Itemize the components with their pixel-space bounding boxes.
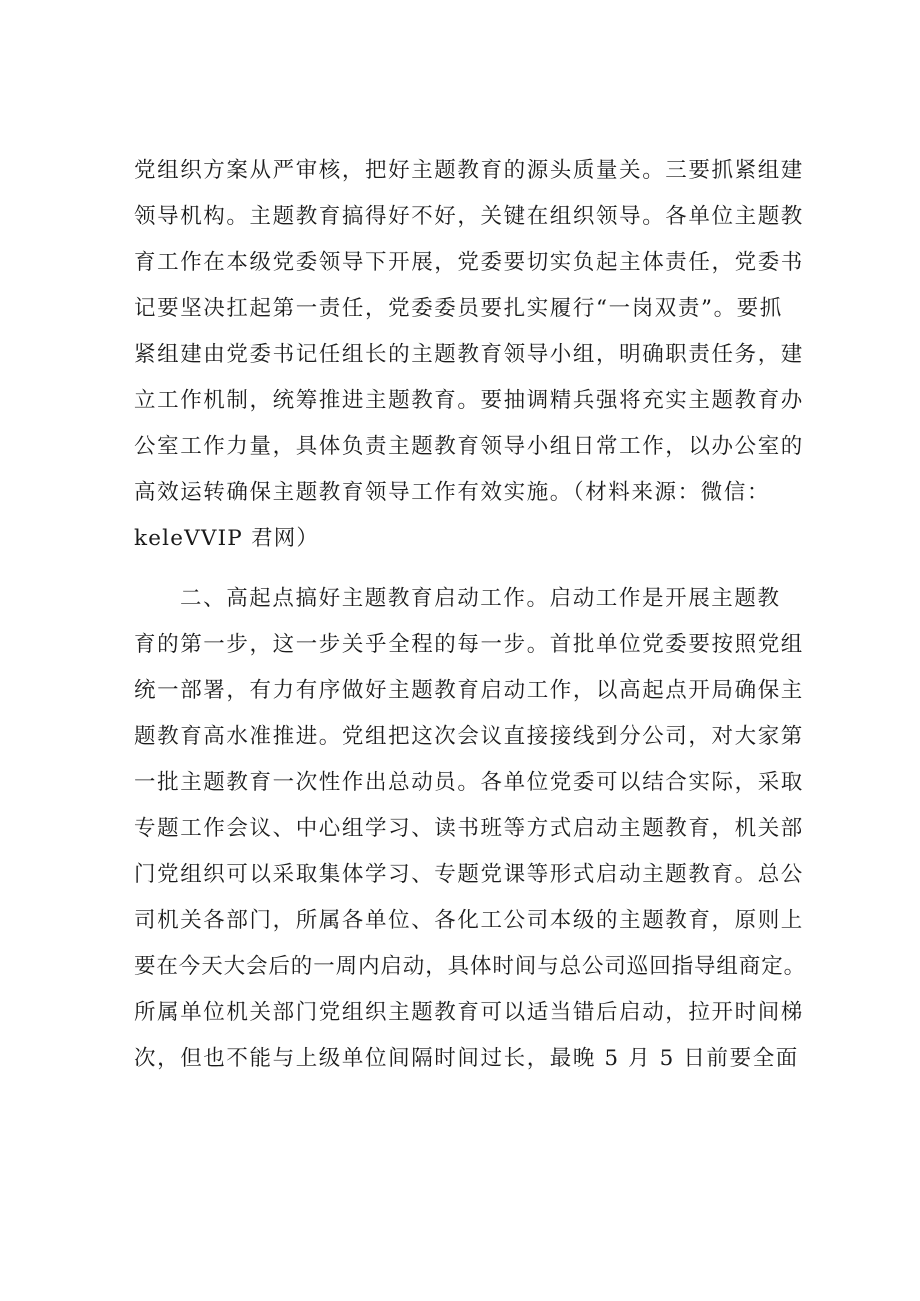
- paragraph-2-line-6: 专题工作会议、中心组学习、读书班等方式启动主题教育，机关部: [134, 816, 804, 841]
- paragraph-1-line-1: 党组织方案从严审核，把好主题教育的源头质量关。三要抓紧组建: [134, 158, 804, 183]
- paragraph-2-line-11: 次，但也不能与上级单位间隔时间过长，最晚 5 月 5 日前要全面: [134, 1046, 799, 1071]
- paragraph-1-line-6: 立工作机制，统筹推进主题教育。要抽调精兵强将充实主题教育办: [134, 388, 804, 413]
- paragraph-2-line-3: 统一部署，有力有序做好主题教育启动工作，以高起点开局确保主: [134, 678, 804, 703]
- paragraph-2-line-1: 二、高起点搞好主题教育启动工作。启动工作是开展主题教: [180, 586, 781, 611]
- paragraph-2-line-4: 题教育高水准推进。党组把这次会议直接接线到分公司，对大家第: [134, 724, 804, 749]
- paragraph-1-line-7: 公室工作力量，具体负责主题教育领导小组日常工作，以办公室的: [134, 434, 804, 459]
- paragraph-1-line-8: 高效运转确保主题教育领导工作有效实施。（材料来源：微信：: [134, 480, 771, 505]
- paragraph-2-line-10: 所属单位机关部门党组织主题教育可以适当错后启动，拉开时间梯: [134, 1000, 804, 1025]
- paragraph-1-line-5: 紧组建由党委书记任组长的主题教育领导小组，明确职责任务，建: [134, 342, 804, 367]
- paragraph-2-line-5: 一批主题教育一次性作出总动员。各单位党委可以结合实际，采取: [134, 770, 804, 795]
- paragraph-2-line-7: 门党组织可以采取集体学习、专题党课等形式启动主题教育。总公: [134, 862, 804, 887]
- paragraph-1-line-9: keleVVIP 君网）: [134, 526, 320, 551]
- paragraph-2-line-8: 司机关各部门，所属各单位、各化工公司本级的主题教育，原则上: [134, 908, 804, 933]
- paragraph-2-line-2: 育的第一步，这一步关乎全程的每一步。首批单位党委要按照党组: [134, 632, 804, 657]
- paragraph-1-line-3: 育工作在本级党委领导下开展，党委要切实负起主体责任，党委书: [134, 250, 804, 275]
- paragraph-2-line-9: 要在今天大会后的一周内启动，具体时间与总公司巡回指导组商定。: [134, 954, 807, 979]
- paragraph-1-line-2: 领导机构。主题教育搞得好不好，关键在组织领导。各单位主题教: [134, 204, 804, 229]
- paragraph-1-line-4: 记要坚决扛起第一责任，党委委员要扎实履行“一岗双责”。要抓: [134, 296, 783, 321]
